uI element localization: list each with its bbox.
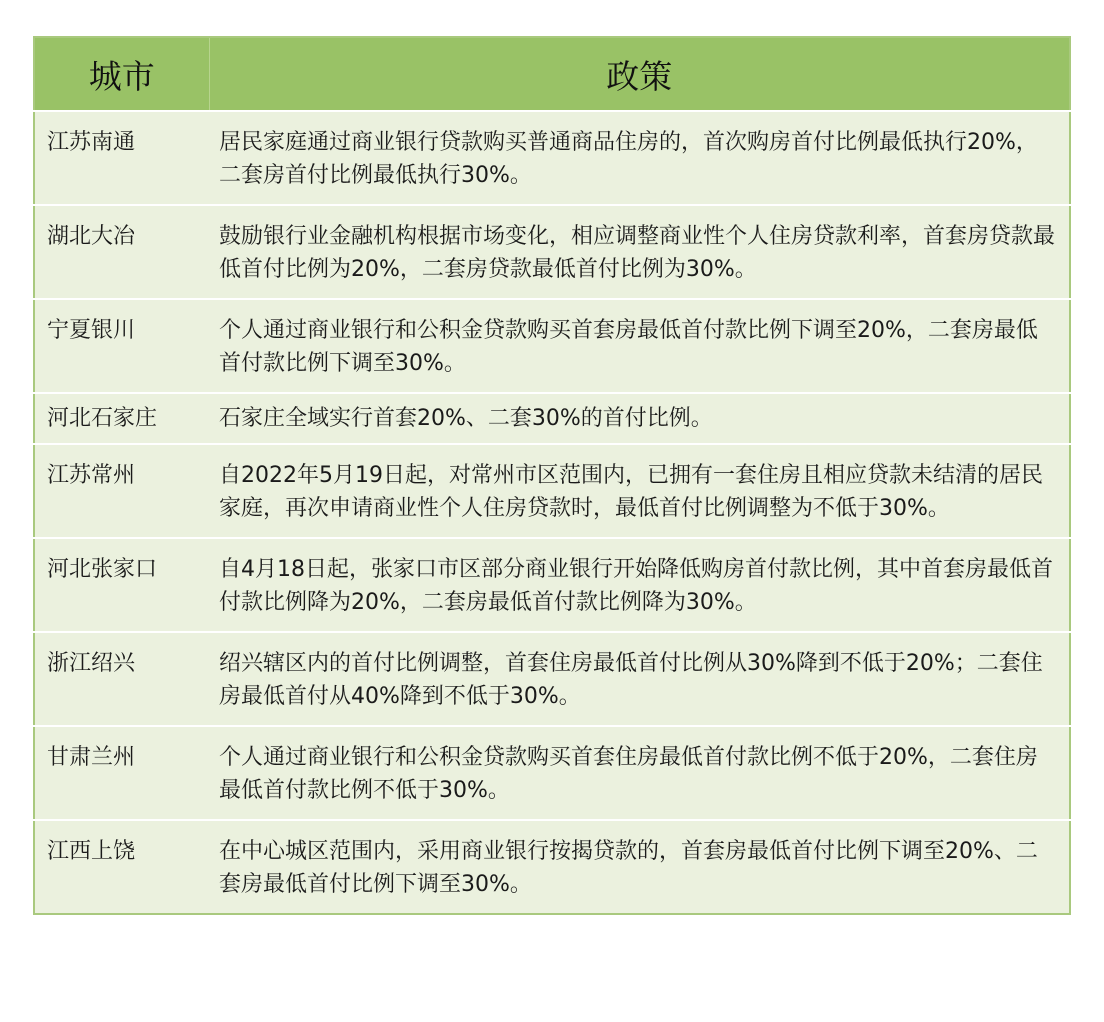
city-cell: 甘肃兰州 bbox=[34, 726, 209, 820]
city-cell: 宁夏银川 bbox=[34, 299, 209, 393]
table-row bbox=[34, 205, 1070, 299]
policy-cell: 绍兴辖区内的首付比例调整，首套住房最低首付比例从30%降到不低于20%；二套住房最低首付从40%降到不低于30%。 bbox=[209, 632, 1070, 726]
table-row bbox=[34, 820, 1070, 914]
city-cell: 湖北大冶 bbox=[34, 205, 209, 299]
policy-cell: 自2022年5月19日起，对常州市区范围内，已拥有一套住房且相应贷款未结清的居民家庭，再次申请商业性个人住房贷款时，最低首付比例调整为不低于30%。 bbox=[209, 444, 1070, 538]
header-row bbox=[34, 37, 1070, 111]
policy-cell: 居民家庭通过商业银行贷款购买普通商品住房的，首次购房首付比例最低执行20%，二套房首付比例最低执行30%。 bbox=[209, 111, 1070, 205]
table-row bbox=[34, 393, 1070, 444]
city-cell: 江苏常州 bbox=[34, 444, 209, 538]
table-header bbox=[34, 37, 1070, 111]
table-row bbox=[34, 111, 1070, 205]
policy-table bbox=[33, 36, 1071, 915]
table-row bbox=[34, 444, 1070, 538]
city-cell: 河北张家口 bbox=[34, 538, 209, 632]
table-body bbox=[34, 111, 1070, 914]
policy-cell: 在中心城区范围内，采用商业银行按揭贷款的，首套房最低首付比例下调至20%、二套房最低首付比例下调至30%。 bbox=[209, 820, 1070, 914]
policy-cell: 个人通过商业银行和公积金贷款购买首套住房最低首付款比例不低于20%，二套住房最低首付款比例不低于30%。 bbox=[209, 726, 1070, 820]
header-policy: 政策 bbox=[209, 37, 1070, 111]
city-cell: 河北石家庄 bbox=[34, 393, 209, 444]
table-row bbox=[34, 726, 1070, 820]
policy-cell: 鼓励银行业金融机构根据市场变化，相应调整商业性个人住房贷款利率，首套房贷款最低首付比例为20%，二套房贷款最低首付比例为30%。 bbox=[209, 205, 1070, 299]
city-cell: 江苏南通 bbox=[34, 111, 209, 205]
table-row bbox=[34, 538, 1070, 632]
policy-cell: 石家庄全域实行首套20%、二套30%的首付比例。 bbox=[209, 393, 1070, 444]
city-cell: 浙江绍兴 bbox=[34, 632, 209, 726]
policy-cell: 自4月18日起，张家口市区部分商业银行开始降低购房首付款比例，其中首套房最低首付款比例降为20%，二套房最低首付款比例降为30%。 bbox=[209, 538, 1070, 632]
policy-cell: 个人通过商业银行和公积金贷款购买首套房最低首付款比例下调至20%，二套房最低首付款比例下调至30%。 bbox=[209, 299, 1070, 393]
header-city: 城市 bbox=[34, 37, 209, 111]
city-cell: 江西上饶 bbox=[34, 820, 209, 914]
table-row bbox=[34, 299, 1070, 393]
table-row bbox=[34, 632, 1070, 726]
